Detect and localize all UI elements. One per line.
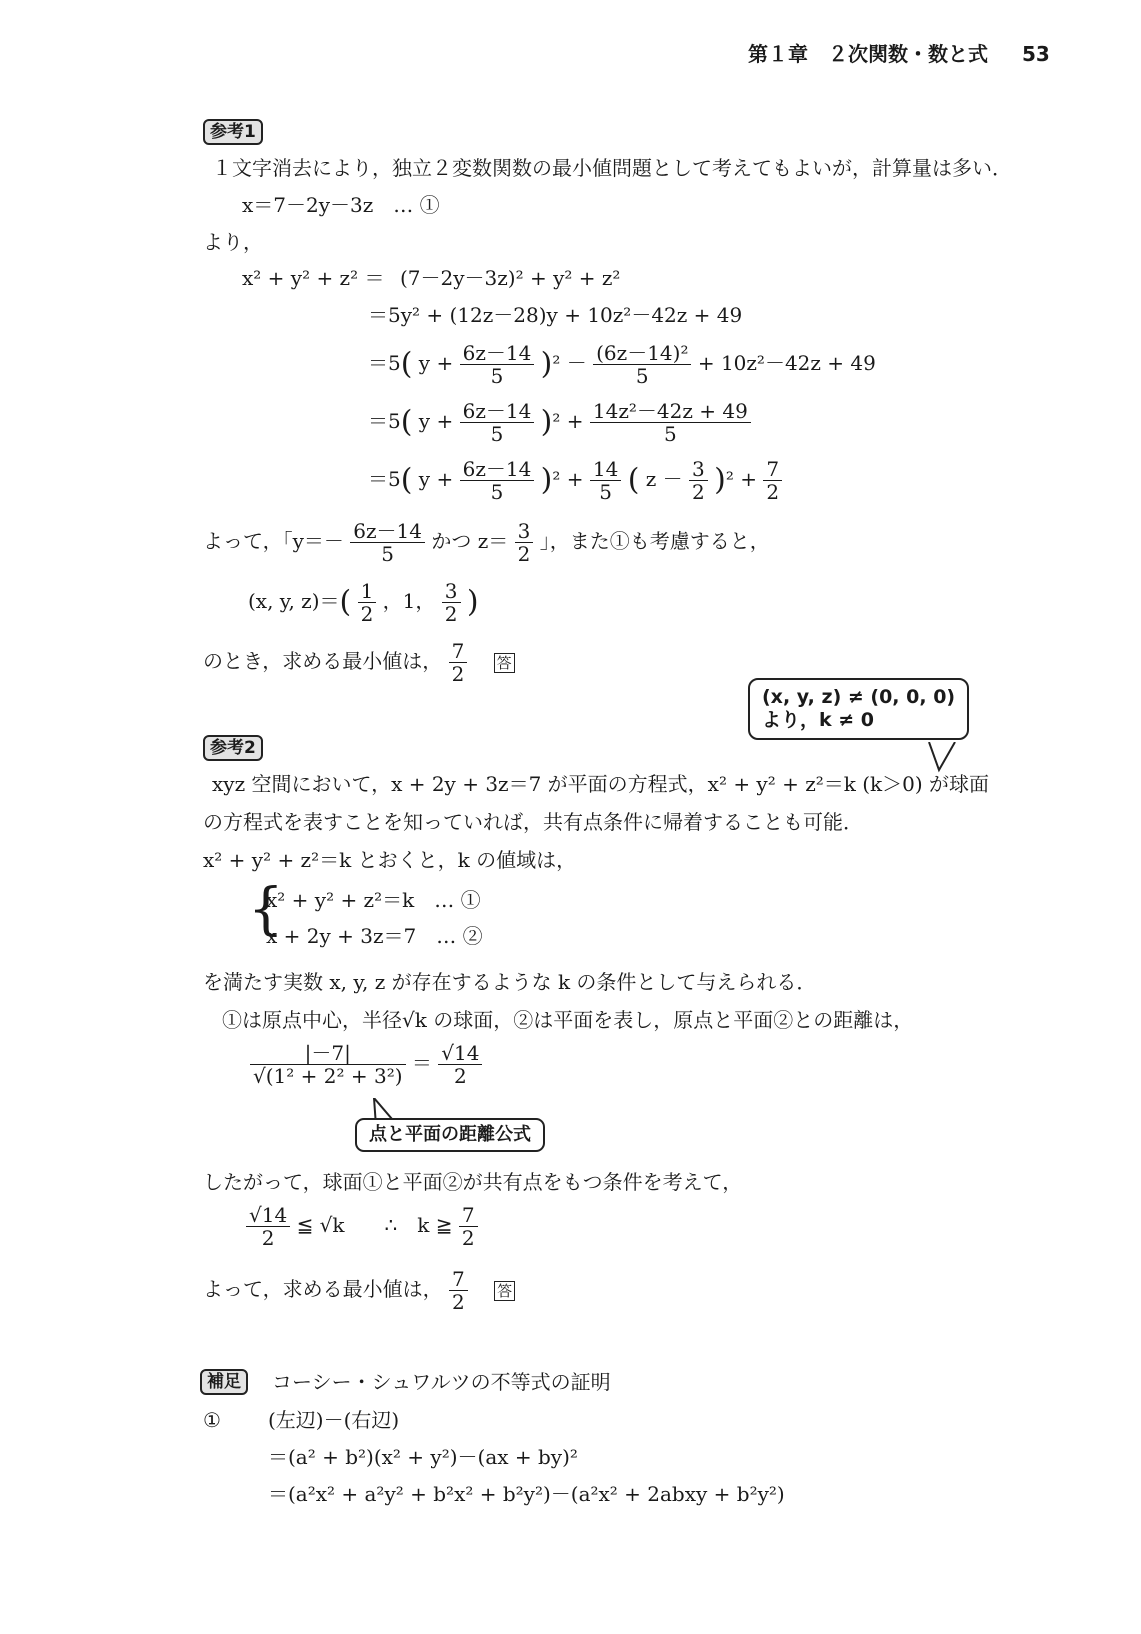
inequality: $\frac{√14}{2}$ ≦ √k ∴ k ≧ $\frac{7}{2}$: [246, 1204, 478, 1249]
supp-line1: (左辺)－(右辺): [268, 1408, 400, 1432]
system-eq1: x² + y² + z²＝k … ①: [266, 888, 481, 912]
answer-mark: 答: [494, 653, 515, 673]
ref1-step0-lhs: x² + y² + z² ＝: [242, 266, 385, 290]
chapter-title: 第１章 ２次関数・数と式: [748, 42, 988, 66]
callout-distance-formula: 点と平面の距離公式: [355, 1118, 545, 1152]
ref1-step1: ＝5y² + (12z－28)y + 10z²－42z + 49: [368, 303, 743, 327]
callout-pointer: [925, 742, 965, 776]
ref1-condition: よって，「y＝－ $\frac{6z-14}{5}$ かつ z＝ $\frac{3}{2}$ 」，また①も考慮すると，: [203, 519, 770, 566]
ref1-step0-rhs: (7－2y－3z)² + y² + z²: [400, 266, 621, 290]
ref1-step2: ＝5( y + $\frac{6z-14}{5}$ )² － $\frac{\text{(6z－14)²}}{5}$ + 10z²－42z + 49: [368, 341, 876, 388]
ref2-p6: したがって，球面①と平面②が共有点をもつ条件を考えて，: [203, 1170, 743, 1194]
callout-nonzero: (x, y, z) ≠ (0, 0, 0) より，k ≠ 0: [748, 678, 969, 740]
ref1-min-value: のとき，求める最小値は， $\frac{7}{2}$ 答: [203, 640, 515, 685]
ref1-badge: 参考1: [203, 118, 263, 145]
supp-badge: 補足: [200, 1368, 248, 1395]
ref1-step3: ＝5( y + $\frac{6z-14}{5}$ )² + $\frac{\text{14z²－42z + 49}}{5}$: [368, 400, 751, 445]
supp-title: コーシー・シュワルツの不等式の証明: [272, 1370, 611, 1394]
ref1-intro: １文字消去により，独立２変数関数の最小値問題として考えてもよいが，計算量は多い．: [212, 156, 1012, 180]
ref1-solution: (x, y, z)＝( $\frac{1}{2}$ ，1， $\frac{3}{2}$ ): [248, 579, 479, 626]
page-number: 53: [1022, 42, 1050, 66]
ref2-p3: x² + y² + z²＝k とおくと，k の値域は，: [203, 848, 577, 872]
ref2-p5: ①は原点中心，半径√k の球面，②は平面を表し，原点と平面②との距離は，: [222, 1008, 914, 1032]
ref1-step4: ＝5( y + $\frac{6z-14}{5}$ )² + $\frac{14}{5}$ ( z － $\frac{3}{2}$ )² + $\frac{7}{2}$: [368, 458, 782, 503]
ref1-eq1: x＝7－2y－3z … ①: [242, 193, 440, 217]
system-eq2: x + 2y + 3z＝7 … ②: [266, 924, 483, 948]
supp-line2: ＝(a² + b²)(x² + y²)－(ax + by)²: [268, 1445, 578, 1469]
distance-formula: $\frac{|-7|}{\text{√(1² + 2² + 3²)}}$ ＝ $\frac{√14}{2}$: [250, 1042, 482, 1087]
supp-number: ①: [203, 1408, 221, 1432]
ref2-badge: 参考2: [203, 734, 263, 761]
answer-mark: 答: [494, 1281, 515, 1301]
supp-line3: ＝(a²x² + a²y² + b²x² + b²y²)－(a²x² + 2abxy + b²y²): [268, 1482, 785, 1506]
ref2-min-value: よって，求める最小値は， $\frac{7}{2}$ 答: [203, 1268, 515, 1313]
ref1-yori: より，: [203, 230, 263, 254]
ref2-p4: を満たす実数 x, y, z が存在するような k の条件として与えられる．: [203, 970, 817, 994]
ref2-p1: xyz 空間において，x + 2y + 3z＝7 が平面の方程式，x² + y² + z²＝k (k＞0) が球面: [212, 772, 990, 796]
system-brace: {: [248, 877, 284, 942]
ref2-p2: の方程式を表すことを知っていれば，共有点条件に帰着することも可能．: [203, 810, 863, 834]
